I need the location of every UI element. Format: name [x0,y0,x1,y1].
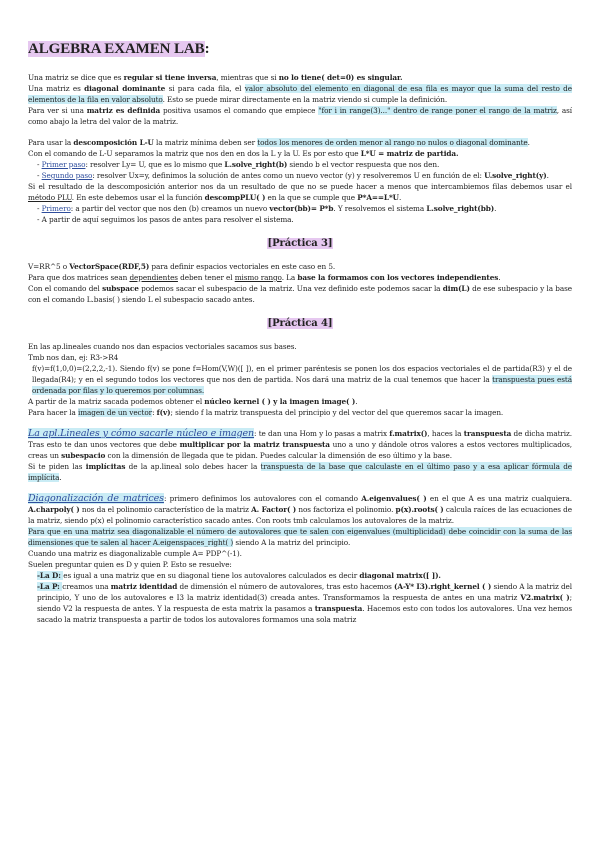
diagonalizacion: Diagonalización de matrices: primero definimos los autovalores con el comando A.eigenvalues( ) en el que A es una matriz cualquiera. A.charpoly( ) nos da el polinomio característico de la matriz A. Factor( ) nos factoriza el polinomio. p(x).roots( ) calcula raíces de las ecuaciones de la matriz, siendo p(x) el polinomio característico sacado antes. Con roots tmb calculamos los autovalores de la matriz. [28,493,573,525]
lu-step-1: - Primer paso: resolver Ly= U, que es lo mismo que L.solve_right(b) siendo b el vector respuesta que nos den. [37,160,440,169]
p3-dependientes: Para que dos matrices sean dependientes deben tener el mismo rango. La base la formamos con los vectores independientes. [28,273,501,282]
diag-pdp: Cuando una matriz es diagonalizable cumple A= PDP^(-1). [28,549,242,558]
p3-vectorspace: V=RR^5 o VectorSpace(RDF,5) para definir espacios vectoriales en este caso en 5. [28,262,336,271]
diag-la-p: -La P: creamos una matriz identidad de dimensión el número de autovalores, tras esto hacemos (A-Y* I3).right_kernel ( ) siendo A la matriz del principio, Y uno de los autovalores e I3 la matriz identidad(3) creada antes. Transformamos la respuesta de antes en una matriz V2.matrix( ); siendo V2 la respuesta de antes. Y la respuesta de esta matrix la pasamos a transpuesta. Hacemos esto con todos los autovalores. Una vez hemos sacado la matriz transpuesta a partir de todos los autovalores formamos una sola matriz [37,582,572,624]
p4-nucleo: A partir de la matriz sacada podemos obtener el núcleo kernel ( ) y la imagen image( ). [28,397,358,406]
p3-subspace: Con el comando del subspace podemos sacar el subespacio de la matriz. Una vez definido este podemos sacar la dim(L) de ese subespacio y la base con el comando L.basis( ) siendo L el subespacio sacado antes. [28,284,572,304]
p4-imagen: Para hacer la imagen de un vector: f(v); siendo f la matriz transpuesta del principio y del vector del que queremos sacar la imagen. [28,408,504,417]
lu-plu-rest: - A partir de aquí seguimos los pasos de antes para resolver el sistema. [37,215,294,224]
p4-hom: f(v)=f(1,0,0)=(2,2,2,-1). Siendo f(v) se pone f=Hom(V,W)([ ]), en el primer paréntesis se ponen los dos espacios vectoriales el de partida(R3) y el de llegada(R4); y en el segundo todos los vectores que nos den de partida. Nos dará una matriz de la cual tenemos que hacer la transpuesta pues está ordenada por filas y lo queremos por columnas. [32,364,572,395]
diag-condicion: Para que en una matriz sea diagonalizable el número de autovalores que te salen con eigenvalues (multiplicidad) debe coincidir con la suma de las dimensiones que te salen al hacer A.eigenspaces_right( ) siendo A la matriz del principio. [28,527,572,547]
diag-la-d: -La D: es igual a una matriz que en su diagonal tiene los autovalores calculados es decir diagonal matrix([ ]). [37,571,441,580]
page-title: ALGEBRA EXAMEN LAB: [28,41,210,57]
practica-4-heading: [Práctica 4] [267,318,333,329]
practica-3-heading: [Práctica 3] [267,238,333,249]
intro-regular: Una matriz se dice que es regular si tiene inversa, mientras que si no lo tiene( det=0) es singular. [28,73,403,82]
intro-definida-positiva: Para ver si una matriz es definida positiva usamos el comando que empiece "for i in range(3)..." dentro de range poner el rango de la matriz, así como abajo la letra del valor de la matriz. [28,106,572,126]
diagonalizacion-heading: Diagonalización de matrices [28,493,164,504]
intro-diagonal-dominante: Una matriz es diagonal dominante si para cada fila, el valor absoluto del elemento en diagonal de esa fila es mayor que la suma del resto de elementos de la fila en valor absoluto. Esto se puede mirar directamente en la matriz viendo si cumple la definición. [28,84,572,104]
diag-pregunta: Suelen preguntar quien es D y quien P. Esto se resuelve: [28,560,232,569]
p4-ejemplo: Tmb nos dan, ej: R3->R4 [28,353,119,362]
lu-plu-step: - Primero: a partir del vector que nos den (b) creamos un nuevo vector(bb)= P*b. Y resolvemos el sistema L.solve_right(bb). [37,204,497,213]
apl-lineales: La apl.Lineales y cómo sacarle núcleo e imagen: te dan una Hom y lo pasas a matrix f.matrix(), haces la transpuesta de dicha matriz. Tras esto te dan unos vectores que debe multiplicar por la matriz transpuesta uno a uno y dándole otros valores a estos vectores multiplicados, creas un subespacio con la dimensión de llegada que te pidan. Puedes calcular la dimensión de eso último y la base. [28,428,573,460]
apl-lineales-heading: La apl.Lineales y cómo sacarle núcleo e imagen [28,428,255,439]
apl-implicitas: Si te piden las implícitas de la ap.lineal solo debes hacer la transpuesta de la base que calculaste en el último paso y a esa aplicar fórmula de implícita. [28,462,572,482]
lu-plu: Si el resultado de la descomposición anterior nos da un resultado de que no se puede hacer a menos que intercambiemos filas debemos usar el método PLU. En este debemos usar el la función descompPLU( ) en la que se cumple que P*A==L*U. [28,182,572,202]
p4-bases: En las ap.lineales cuando nos dan espacios vectoriales sacamos sus bases. [28,342,297,351]
lu-separation: Con el comando de L-U separamos la matriz que nos den en dos la L y la U. Es por esto que L*U = matriz de partida. [28,149,459,158]
lu-intro: Para usar la descomposición L-U la matriz mínima deben ser todos los menores de orden menor al rango no nulos o diagonal dominante. [28,138,530,147]
lu-step-2: - Segundo paso: resolver Ux=y, definimos la solución de antes como un nuevo vector (y) y resolveremos U en función de el: U.solve_right(y). [37,171,549,180]
